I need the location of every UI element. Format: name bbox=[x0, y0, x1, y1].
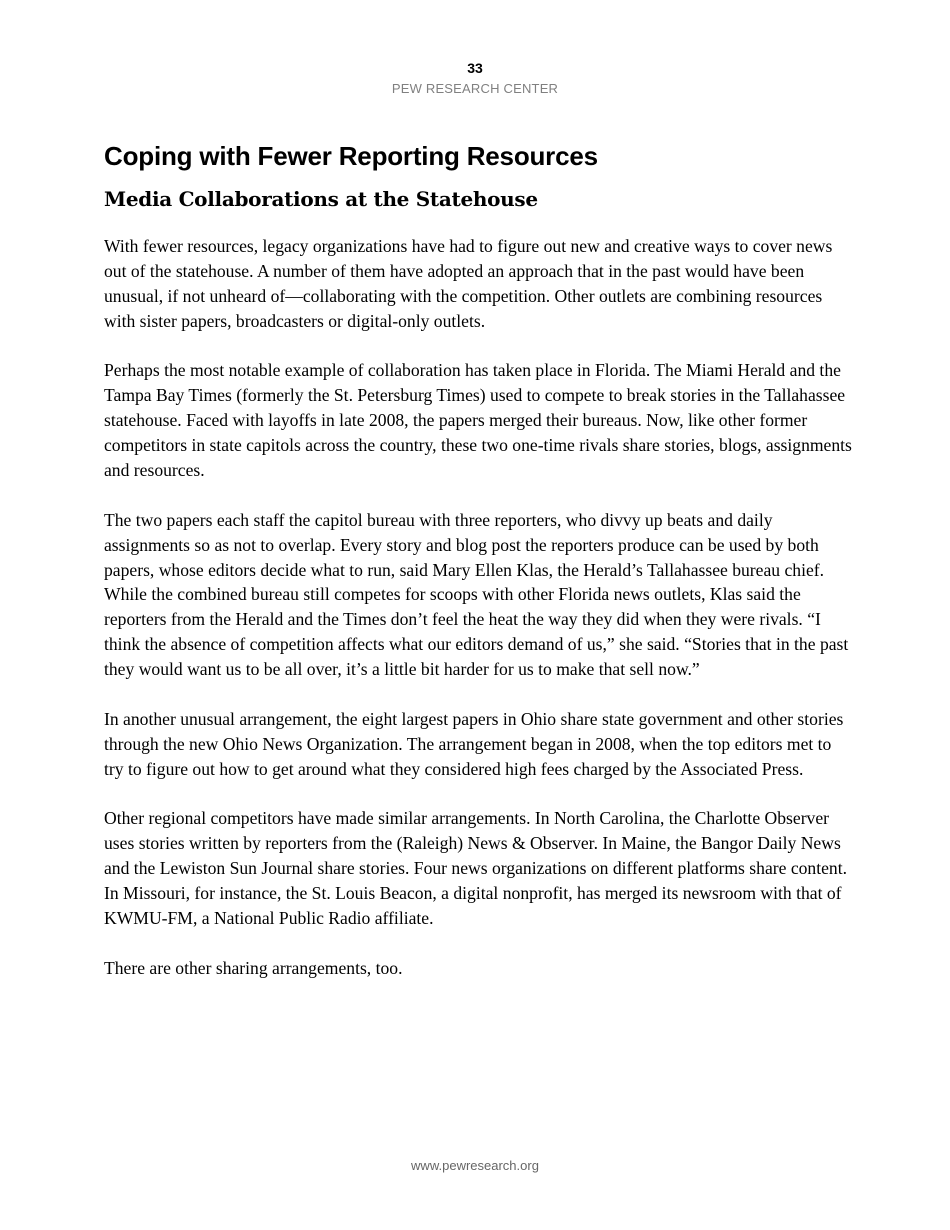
page-number: 33 bbox=[467, 60, 483, 76]
paragraph-ohio: In another unusual arrangement, the eight largest papers in Ohio share state government and other stories through the new Ohio News Organization. The arrangement began in 2008, when the top editors met to try to figure out how to get around what they considered high fees charged by the Associated Press. bbox=[104, 708, 844, 779]
section-subtitle: Media Collaborations at the Statehouse bbox=[104, 187, 538, 211]
page-header bbox=[0, 58, 950, 100]
paragraph-capitol-bureau: The two papers each staff the capitol bureau with three reporters, who divvy up beats and daily assignments so as not to overlap. Every story and blog post the reporters produce can be used by both papers, whose editors decide what to run, said Mary Ellen Klas, the Herald’s Tallahassee bureau chief. While the combined bureau still competes for scoops with other Florida news outlets, Klas said the reporters from the Herald and the Times don’t feel the heat the way they did when they were rivals. “I think the absence of competition affects what our editors demand of us,” she said. “Stories that in the past they would want us to be all over, it’s a little bit harder for us to make that sell now.” bbox=[104, 509, 849, 680]
paragraph-intro: With fewer resources, legacy organizations have had to figure out new and creative ways to cover news out of the statehouse. A number of them have adopted an approach that in the past would have been unusual, if not unheard of—collaborating with the competition. Other outlets are combining resources with sister papers, broadcasters or digital-only outlets. bbox=[104, 236, 833, 331]
paragraph-closing: There are other sharing arrangements, too. bbox=[104, 957, 403, 978]
organization-name: PEW RESEARCH CENTER bbox=[391, 81, 559, 96]
article-title: Coping with Fewer Reporting Resources bbox=[104, 141, 598, 171]
paragraph-florida: Perhaps the most notable example of collaboration has taken place in Florida. The Miami Herald and the Tampa Bay Times (formerly the St. Petersburg Times) used to compete to break stories in the Tallahassee statehouse. Faced with layoffs in late 2008, the papers merged their bureaus. Now, like other former competitors in state capitols across the country, these two one-time rivals share stories, blogs, assignments and resources. bbox=[104, 360, 852, 481]
article-body bbox=[104, 138, 854, 1005]
footer-url: www.pewresearch.org bbox=[411, 1158, 539, 1173]
paragraph-regional: Other regional competitors have made similar arrangements. In North Carolina, the Charlotte Observer uses stories written by reporters from the (Raleigh) News & Observer. In Maine, the Bangor Daily News and the Lewiston Sun Journal share stories. Four news organizations on different platforms share content. In Missouri, for instance, the St. Louis Beacon, a digital nonprofit, has merged its newsroom with that of KWMU-FM, a National Public Radio affiliate. bbox=[104, 808, 848, 929]
